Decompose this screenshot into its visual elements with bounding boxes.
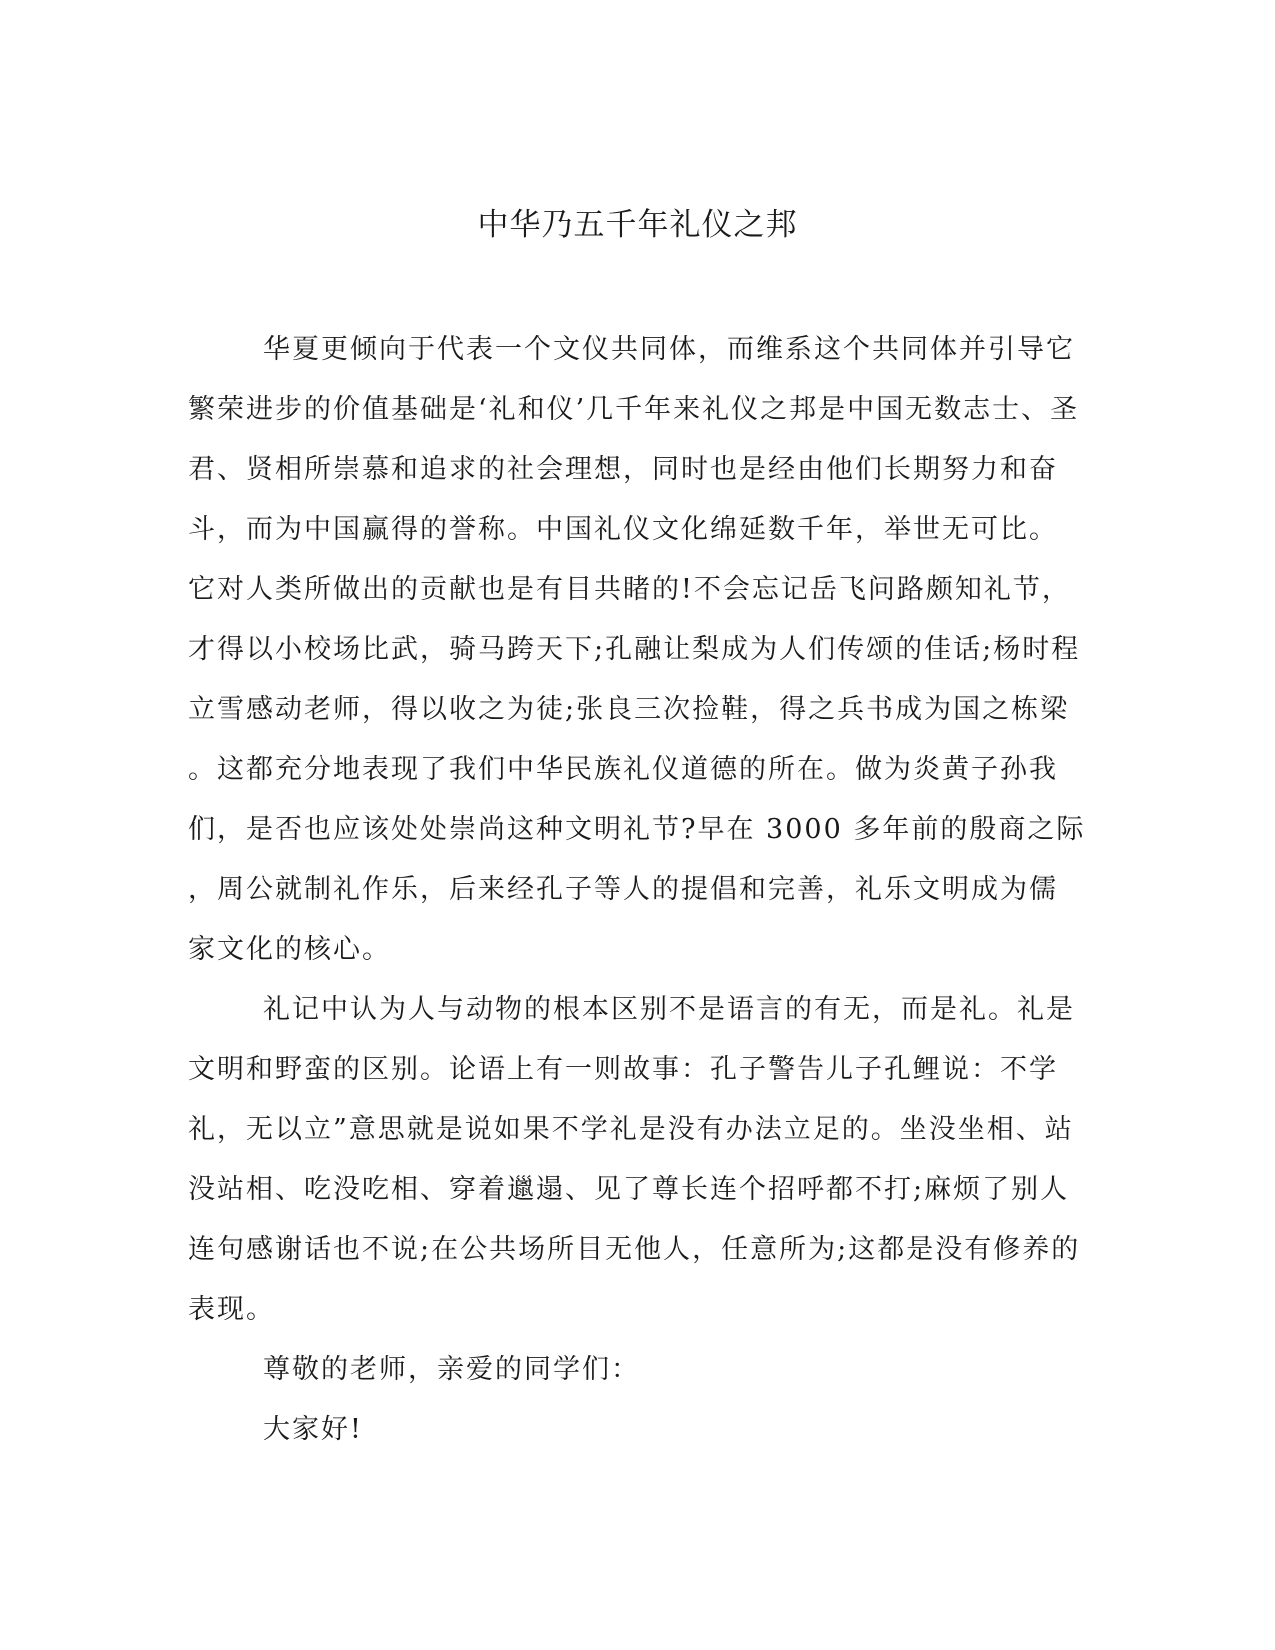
paragraph-1-line: 华夏更倾向于代表一个文仪共同体，而维系这个共同体并引导它 — [263, 334, 1075, 365]
paragraph-1-line: 君、贤相所崇慕和追求的社会理想，同时也是经由他们长期努力和奋 — [188, 454, 1058, 485]
paragraph-1-line: 斗，而为中国赢得的誉称。中国礼仪文化绵延数千年，举世无可比。 — [188, 514, 1058, 545]
paragraph-2-line: 连句感谢话也不说;在公共场所目无他人，任意所为;这都是没有修养的 — [188, 1234, 1081, 1265]
paragraph-1-line: ，周公就制礼作乐，后来经孔子等人的提倡和完善，礼乐文明成为儒 — [188, 874, 1058, 905]
paragraph-2-line: 文明和野蛮的区别。论语上有一则故事：孔子警告儿子孔鲤说：不学 — [188, 1054, 1058, 1085]
paragraph-1-line: 繁荣进步的价值基础是‘礼和仪’几千年来礼仪之邦是中国无数志士、圣 — [188, 394, 1080, 425]
paragraph-2-line: 礼记中认为人与动物的根本区别不是语言的有无，而是礼。礼是 — [263, 994, 1075, 1025]
greeting: 大家好! — [263, 1414, 363, 1445]
document-body — [188, 320, 1086, 1460]
paragraph-1-line: 。这都充分地表现了我们中华民族礼仪道德的所在。做为炎黄子孙我 — [188, 754, 1058, 785]
paragraph-1-line: 才得以小校场比武，骑马跨天下;孔融让梨成为人们传颂的佳话;杨时程 — [188, 634, 1081, 665]
document-title: 中华乃五千年礼仪之邦 — [477, 207, 798, 243]
paragraph-1-line: 它对人类所做出的贡献也是有目共睹的!不会忘记岳飞问路颇知礼节， — [188, 574, 1071, 605]
paragraph-2-line: 表现。 — [188, 1294, 275, 1325]
salutation: 尊敬的老师，亲爱的同学们： — [263, 1354, 640, 1385]
paragraph-2-line: 没站相、吃没吃相、穿着邋遢、见了尊长连个招呼都不打;麻烦了别人 — [188, 1174, 1070, 1205]
paragraph-2-line: 礼，无以立”意思就是说如果不学礼是没有办法立足的。坐没坐相、站 — [188, 1114, 1074, 1145]
paragraph-1-line: 们，是否也应该处处崇尚这种文明礼节?早在 3000 多年前的殷商之际 — [188, 814, 1086, 845]
paragraph-1-line: 家文化的核心。 — [188, 934, 391, 965]
paragraph-1-line: 立雪感动老师，得以收之为徒;张良三次捡鞋，得之兵书成为国之栋梁 — [188, 694, 1070, 725]
